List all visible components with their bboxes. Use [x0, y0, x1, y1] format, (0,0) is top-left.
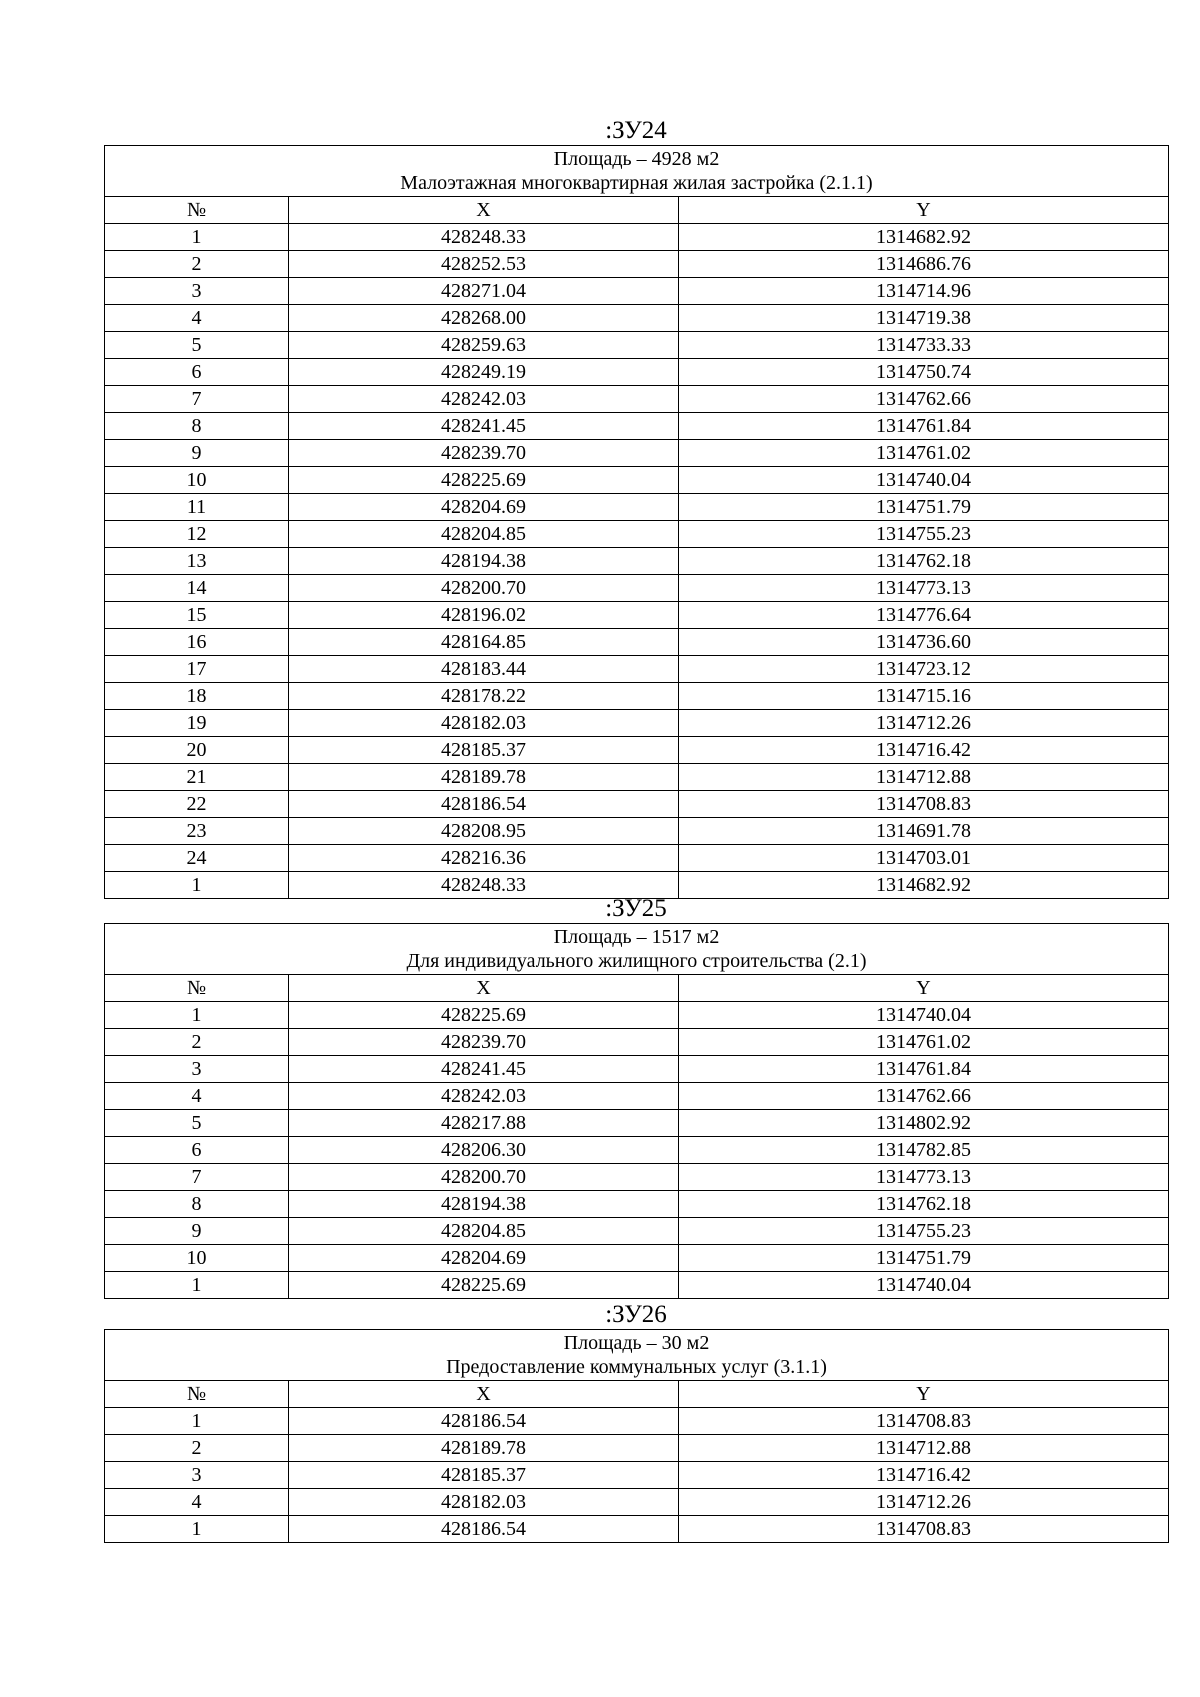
point-number-cell: 3: [105, 1056, 289, 1083]
y-coordinate-cell: 1314712.26: [679, 710, 1169, 737]
x-coordinate-cell: 428186.54: [289, 791, 679, 818]
table-row: [105, 629, 1169, 656]
x-coordinate-cell: 428206.30: [289, 1137, 679, 1164]
table-row: [105, 1516, 1169, 1543]
point-number-cell: 11: [105, 494, 289, 521]
table-row: [105, 791, 1169, 818]
table-row: [105, 224, 1169, 251]
table-row: [105, 575, 1169, 602]
column-header-x: X: [289, 197, 679, 224]
y-coordinate-cell: 1314755.23: [679, 521, 1169, 548]
y-coordinate-cell: 1314751.79: [679, 1245, 1169, 1272]
parcel-title: :ЗУ25: [605, 895, 667, 922]
column-header-number: №: [105, 1381, 289, 1408]
table-row: [105, 1164, 1169, 1191]
point-number-cell: 20: [105, 737, 289, 764]
point-number-cell: 1: [105, 1516, 289, 1543]
y-coordinate-cell: 1314703.01: [679, 845, 1169, 872]
parcel-title: :ЗУ24: [605, 117, 667, 144]
point-number-cell: 24: [105, 845, 289, 872]
table-row: [105, 1191, 1169, 1218]
y-coordinate-cell: 1314712.26: [679, 1489, 1169, 1516]
point-number-cell: 2: [105, 251, 289, 278]
table-row: [105, 845, 1169, 872]
y-coordinate-cell: 1314762.18: [679, 548, 1169, 575]
parcel-section-zu26: [104, 1301, 1168, 1543]
x-coordinate-cell: 428204.85: [289, 1218, 679, 1245]
table-row: [105, 467, 1169, 494]
x-coordinate-cell: 428248.33: [289, 224, 679, 251]
y-coordinate-cell: 1314776.64: [679, 602, 1169, 629]
x-coordinate-cell: 428186.54: [289, 1408, 679, 1435]
x-coordinate-cell: 428241.45: [289, 413, 679, 440]
x-coordinate-cell: 428241.45: [289, 1056, 679, 1083]
x-coordinate-cell: 428242.03: [289, 1083, 679, 1110]
y-coordinate-cell: 1314761.02: [679, 1029, 1169, 1056]
point-number-cell: 21: [105, 764, 289, 791]
coordinates-table: [104, 923, 1169, 1299]
table-header-row: [105, 197, 1169, 224]
point-number-cell: 4: [105, 1489, 289, 1516]
point-number-cell: 9: [105, 440, 289, 467]
x-coordinate-cell: 428225.69: [289, 1272, 679, 1299]
point-number-cell: 2: [105, 1029, 289, 1056]
x-coordinate-cell: 428217.88: [289, 1110, 679, 1137]
column-header-x: X: [289, 975, 679, 1002]
y-coordinate-cell: 1314714.96: [679, 278, 1169, 305]
table-row: [105, 737, 1169, 764]
y-coordinate-cell: 1314733.33: [679, 332, 1169, 359]
x-coordinate-cell: 428259.63: [289, 332, 679, 359]
parcel-area: Площадь – 30 м2: [563, 1332, 710, 1354]
y-coordinate-cell: 1314686.76: [679, 251, 1169, 278]
x-coordinate-cell: 428183.44: [289, 656, 679, 683]
table-row: [105, 1272, 1169, 1299]
y-coordinate-cell: 1314716.42: [679, 737, 1169, 764]
point-number-cell: 22: [105, 791, 289, 818]
y-coordinate-cell: 1314712.88: [679, 1435, 1169, 1462]
y-coordinate-cell: 1314708.83: [679, 791, 1169, 818]
table-row: [105, 251, 1169, 278]
table-row: [105, 440, 1169, 467]
table-row: [105, 548, 1169, 575]
table-row: [105, 764, 1169, 791]
x-coordinate-cell: 428178.22: [289, 683, 679, 710]
point-number-cell: 15: [105, 602, 289, 629]
point-number-cell: 17: [105, 656, 289, 683]
x-coordinate-cell: 428248.33: [289, 872, 679, 899]
point-number-cell: 4: [105, 1083, 289, 1110]
y-coordinate-cell: 1314751.79: [679, 494, 1169, 521]
coordinates-table: [104, 1329, 1169, 1543]
point-number-cell: 1: [105, 1408, 289, 1435]
x-coordinate-cell: 428164.85: [289, 629, 679, 656]
parcel-info-cell: [105, 1330, 1169, 1381]
coordinates-table: [104, 145, 1169, 899]
x-coordinate-cell: 428242.03: [289, 386, 679, 413]
point-number-cell: 19: [105, 710, 289, 737]
table-row: [105, 1029, 1169, 1056]
table-row: [105, 413, 1169, 440]
x-coordinate-cell: 428204.85: [289, 521, 679, 548]
table-row: [105, 1408, 1169, 1435]
y-coordinate-cell: 1314773.13: [679, 1164, 1169, 1191]
y-coordinate-cell: 1314715.16: [679, 683, 1169, 710]
y-coordinate-cell: 1314761.84: [679, 1056, 1169, 1083]
y-coordinate-cell: 1314762.66: [679, 1083, 1169, 1110]
point-number-cell: 10: [105, 1245, 289, 1272]
table-row: [105, 1002, 1169, 1029]
y-coordinate-cell: 1314761.02: [679, 440, 1169, 467]
table-row: [105, 278, 1169, 305]
parcel-area: Площадь – 4928 м2: [553, 148, 720, 170]
point-number-cell: 3: [105, 278, 289, 305]
column-header-y: Y: [679, 975, 1169, 1002]
x-coordinate-cell: 428249.19: [289, 359, 679, 386]
y-coordinate-cell: 1314712.88: [679, 764, 1169, 791]
point-number-cell: 4: [105, 305, 289, 332]
y-coordinate-cell: 1314719.38: [679, 305, 1169, 332]
point-number-cell: 6: [105, 359, 289, 386]
point-number-cell: 3: [105, 1462, 289, 1489]
y-coordinate-cell: 1314782.85: [679, 1137, 1169, 1164]
x-coordinate-cell: 428194.38: [289, 548, 679, 575]
table-row: [105, 602, 1169, 629]
column-header-number: №: [105, 197, 289, 224]
table-row: [105, 305, 1169, 332]
table-row: [105, 1245, 1169, 1272]
y-coordinate-cell: 1314761.84: [679, 413, 1169, 440]
point-number-cell: 1: [105, 1272, 289, 1299]
table-row: [105, 1218, 1169, 1245]
y-coordinate-cell: 1314750.74: [679, 359, 1169, 386]
table-row: [105, 1056, 1169, 1083]
table-row: [105, 1110, 1169, 1137]
point-number-cell: 7: [105, 386, 289, 413]
y-coordinate-cell: 1314682.92: [679, 224, 1169, 251]
point-number-cell: 1: [105, 224, 289, 251]
y-coordinate-cell: 1314736.60: [679, 629, 1169, 656]
table-row: [105, 1489, 1169, 1516]
column-header-y: Y: [679, 1381, 1169, 1408]
point-number-cell: 8: [105, 413, 289, 440]
y-coordinate-cell: 1314682.92: [679, 872, 1169, 899]
x-coordinate-cell: 428208.95: [289, 818, 679, 845]
y-coordinate-cell: 1314762.18: [679, 1191, 1169, 1218]
point-number-cell: 2: [105, 1435, 289, 1462]
parcel-info-cell: [105, 924, 1169, 975]
column-header-x: X: [289, 1381, 679, 1408]
y-coordinate-cell: 1314716.42: [679, 1462, 1169, 1489]
y-coordinate-cell: 1314740.04: [679, 1272, 1169, 1299]
x-coordinate-cell: 428182.03: [289, 1489, 679, 1516]
x-coordinate-cell: 428225.69: [289, 467, 679, 494]
y-coordinate-cell: 1314691.78: [679, 818, 1169, 845]
x-coordinate-cell: 428189.78: [289, 1435, 679, 1462]
x-coordinate-cell: 428216.36: [289, 845, 679, 872]
x-coordinate-cell: 428189.78: [289, 764, 679, 791]
point-number-cell: 1: [105, 872, 289, 899]
y-coordinate-cell: 1314708.83: [679, 1408, 1169, 1435]
y-coordinate-cell: 1314802.92: [679, 1110, 1169, 1137]
x-coordinate-cell: 428200.70: [289, 575, 679, 602]
y-coordinate-cell: 1314723.12: [679, 656, 1169, 683]
point-number-cell: 7: [105, 1164, 289, 1191]
x-coordinate-cell: 428252.53: [289, 251, 679, 278]
table-row: [105, 656, 1169, 683]
point-number-cell: 8: [105, 1191, 289, 1218]
x-coordinate-cell: 428225.69: [289, 1002, 679, 1029]
x-coordinate-cell: 428182.03: [289, 710, 679, 737]
table-header-row: [105, 1381, 1169, 1408]
parcel-land-use: Малоэтажная многоквартирная жилая застройка (2.1.1): [400, 172, 873, 194]
table-row: [105, 1435, 1169, 1462]
point-number-cell: 12: [105, 521, 289, 548]
table-row: [105, 710, 1169, 737]
x-coordinate-cell: 428239.70: [289, 1029, 679, 1056]
y-coordinate-cell: 1314740.04: [679, 1002, 1169, 1029]
x-coordinate-cell: 428185.37: [289, 1462, 679, 1489]
parcel-info-row: [105, 924, 1169, 975]
x-coordinate-cell: 428194.38: [289, 1191, 679, 1218]
parcel-land-use: Для индивидуального жилищного строительства (2.1): [406, 950, 867, 972]
point-number-cell: 1: [105, 1002, 289, 1029]
point-number-cell: 14: [105, 575, 289, 602]
parcel-info-cell: [105, 146, 1169, 197]
parcel-info-row: [105, 1330, 1169, 1381]
point-number-cell: 16: [105, 629, 289, 656]
point-number-cell: 18: [105, 683, 289, 710]
table-row: [105, 359, 1169, 386]
parcel-info-row: [105, 146, 1169, 197]
point-number-cell: 5: [105, 332, 289, 359]
point-number-cell: 5: [105, 1110, 289, 1137]
point-number-cell: 9: [105, 1218, 289, 1245]
point-number-cell: 23: [105, 818, 289, 845]
table-header-row: [105, 975, 1169, 1002]
x-coordinate-cell: 428204.69: [289, 494, 679, 521]
x-coordinate-cell: 428185.37: [289, 737, 679, 764]
table-row: [105, 332, 1169, 359]
column-header-number: №: [105, 975, 289, 1002]
table-row: [105, 1137, 1169, 1164]
parcel-title: :ЗУ26: [605, 1301, 667, 1328]
parcel-area: Площадь – 1517 м2: [553, 926, 720, 948]
x-coordinate-cell: 428271.04: [289, 278, 679, 305]
point-number-cell: 13: [105, 548, 289, 575]
y-coordinate-cell: 1314773.13: [679, 575, 1169, 602]
x-coordinate-cell: 428200.70: [289, 1164, 679, 1191]
parcel-land-use: Предоставление коммунальных услуг (3.1.1): [446, 1356, 827, 1378]
x-coordinate-cell: 428186.54: [289, 1516, 679, 1543]
x-coordinate-cell: 428196.02: [289, 602, 679, 629]
table-row: [105, 1083, 1169, 1110]
table-row: [105, 494, 1169, 521]
y-coordinate-cell: 1314762.66: [679, 386, 1169, 413]
column-header-y: Y: [679, 197, 1169, 224]
table-row: [105, 818, 1169, 845]
y-coordinate-cell: 1314708.83: [679, 1516, 1169, 1543]
table-row: [105, 386, 1169, 413]
x-coordinate-cell: 428239.70: [289, 440, 679, 467]
point-number-cell: 6: [105, 1137, 289, 1164]
x-coordinate-cell: 428204.69: [289, 1245, 679, 1272]
parcel-section-zu25: [104, 895, 1168, 1299]
parcel-section-zu24: [104, 117, 1168, 899]
point-number-cell: 10: [105, 467, 289, 494]
y-coordinate-cell: 1314755.23: [679, 1218, 1169, 1245]
y-coordinate-cell: 1314740.04: [679, 467, 1169, 494]
x-coordinate-cell: 428268.00: [289, 305, 679, 332]
table-row: [105, 1462, 1169, 1489]
table-row: [105, 521, 1169, 548]
table-row: [105, 683, 1169, 710]
